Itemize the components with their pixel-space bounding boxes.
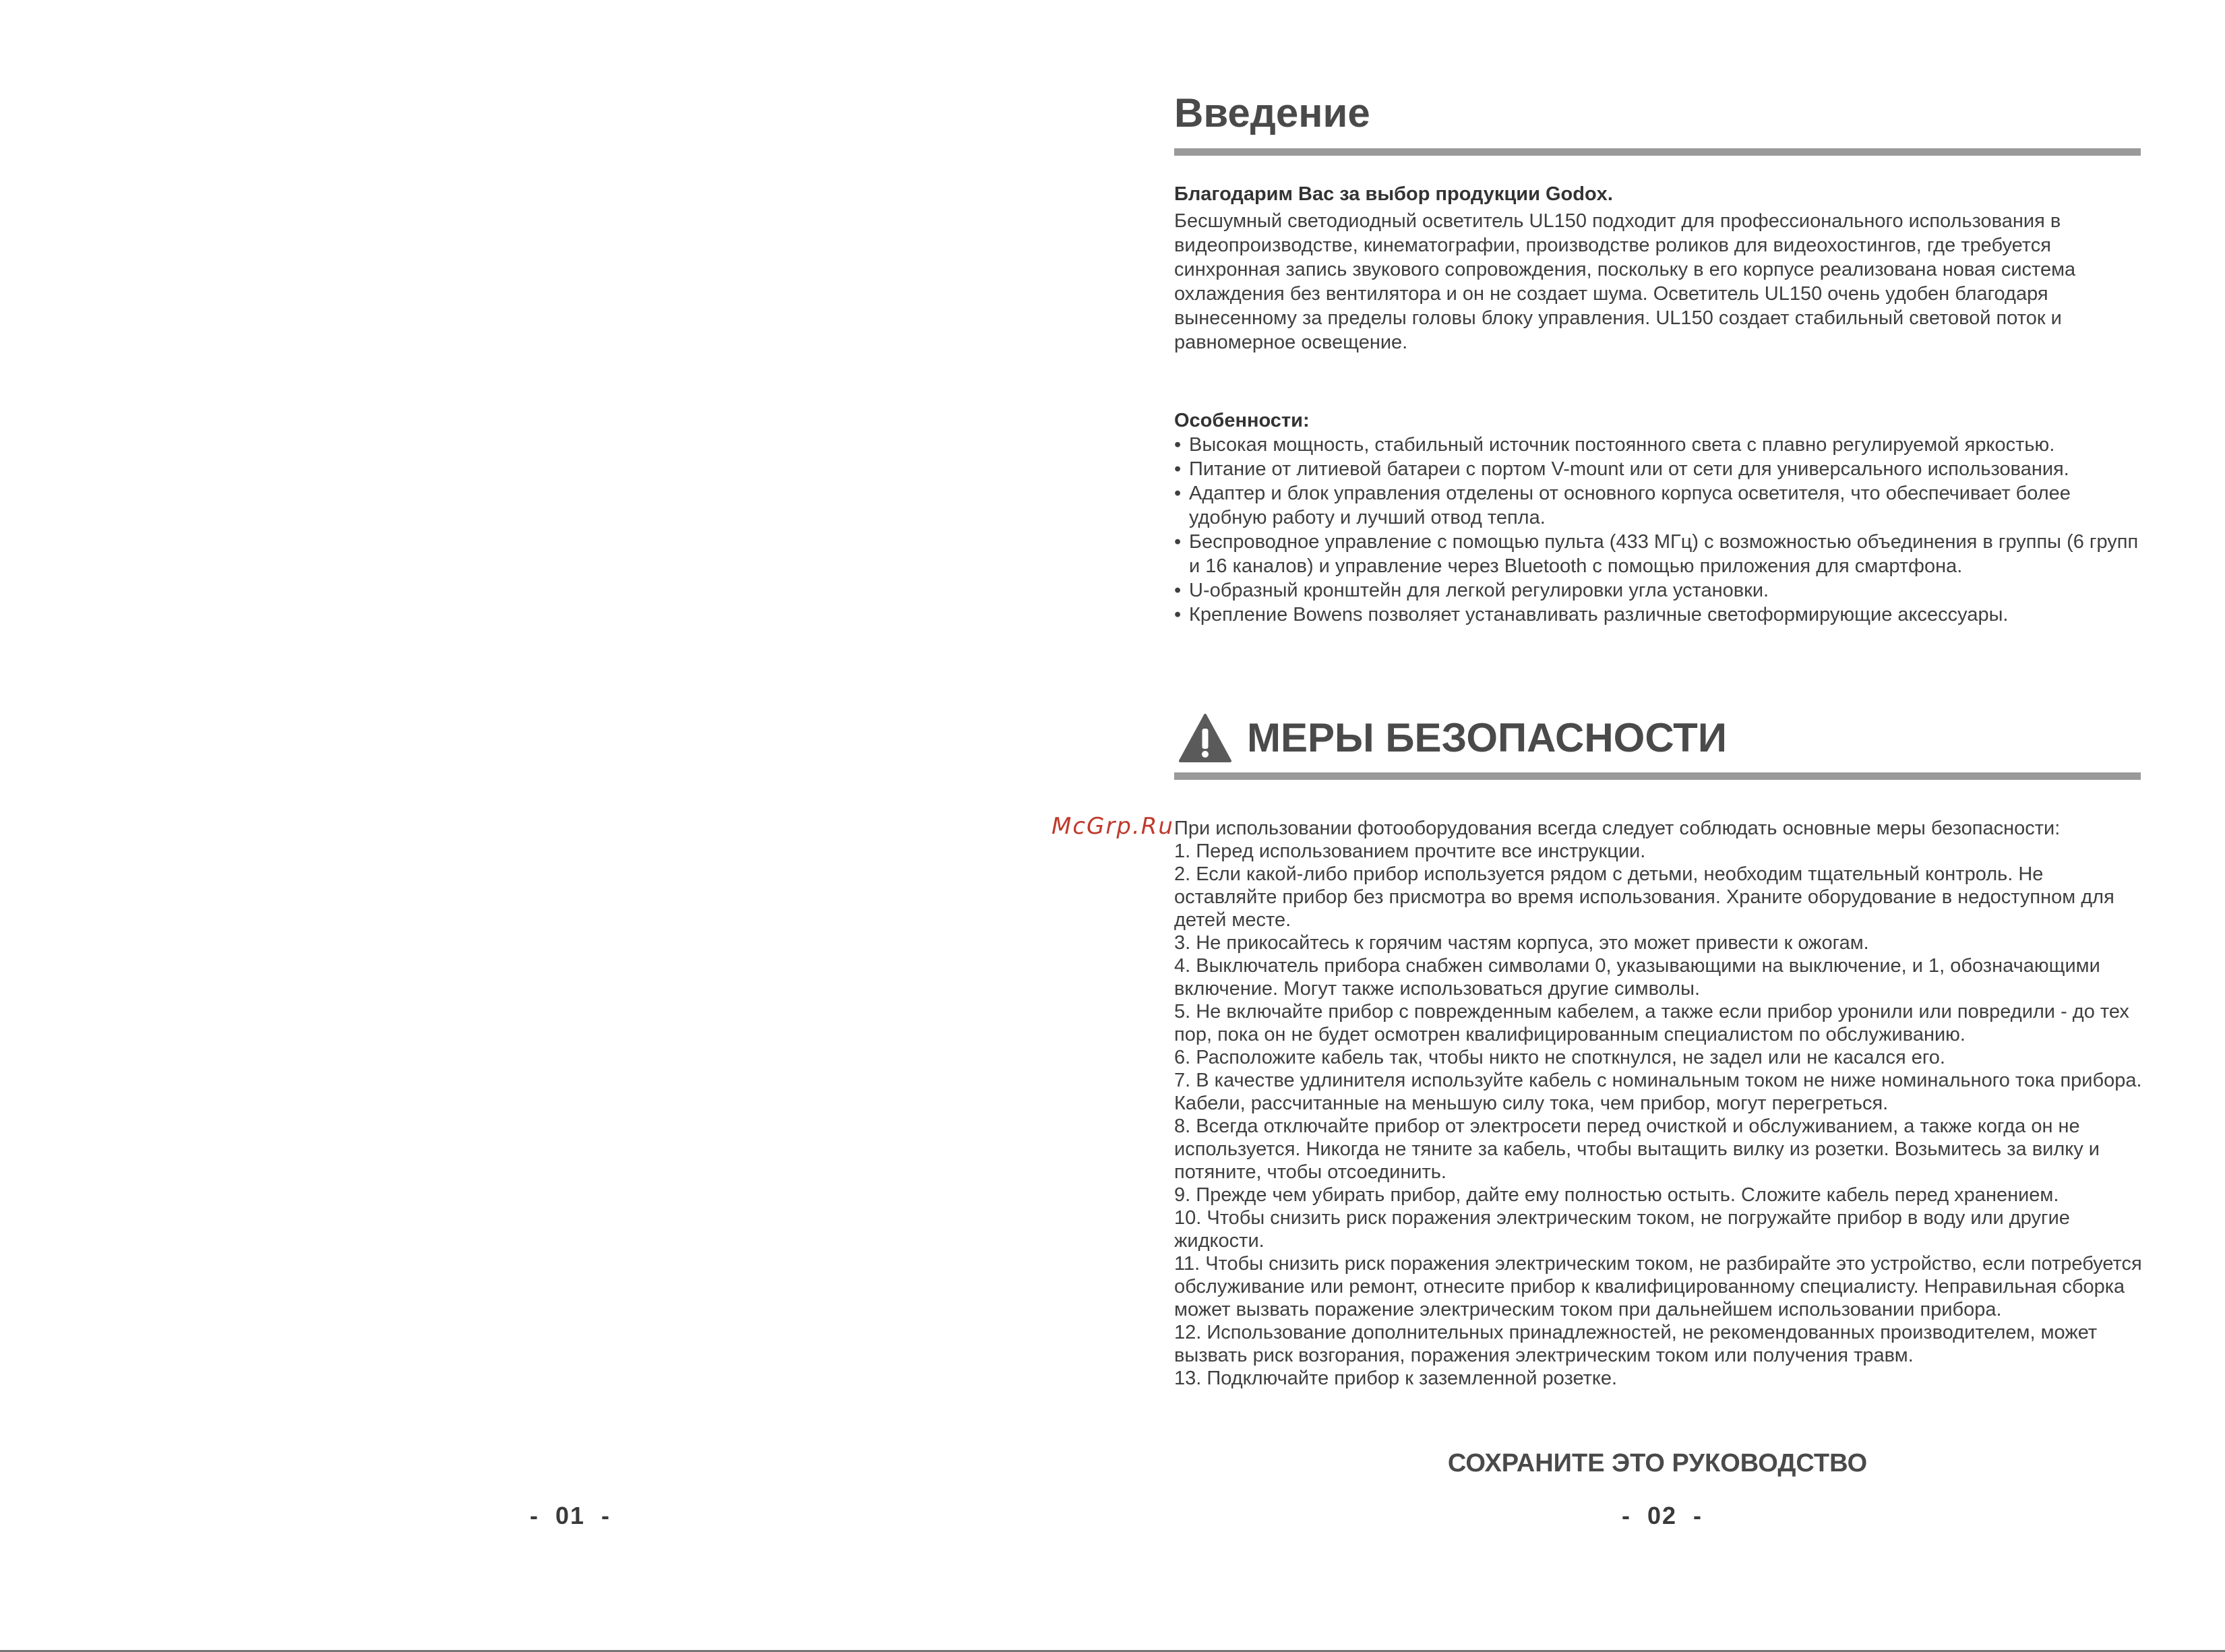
features-list [1174, 433, 2145, 627]
features-title: Особенности: [1174, 410, 1310, 431]
safety-item: 11. Чтобы снизить риск поражения электрическим током, не разбирайте это устройство, если потребуется обслуживание или ремонт, отнесите прибор к квалифицированному специалисту. Неправильная сборка может вызвать поражение электрическим током при дальнейшем использовании прибора. [1174, 1253, 2142, 1320]
safety-item: 12. Использование дополнительных принадлежностей, не рекомендованных производителем, может вызвать риск возгорания, поражения электрическим током или получения травм. [1174, 1322, 2098, 1366]
safety-item: 7. В качестве удлинителя используйте кабель с номинальным током не ниже номинального тока прибора. Кабели, рассчитанные на меньшую силу тока, чем прибор, могут перегреться. [1174, 1070, 2142, 1114]
safety-item: 5. Не включайте прибор с поврежденным кабелем, а также если прибор уронили или повредили - до тех пор, пока он не будет осмотрен квалифицированным специалистом по обслуживанию. [1174, 1001, 2129, 1045]
thanks-line: Благодарим Вас за выбор продукции Godox. [1174, 183, 1613, 205]
page-number-right: - 02 - [1622, 1502, 1703, 1529]
watermark: McGrp.Ru [1051, 813, 1174, 840]
safety-heading [1174, 708, 1727, 768]
warning-triangle-icon [1178, 712, 1232, 764]
safety-intro: При использовании фотооборудования всегда следует соблюдать основные меры безопасности: [1174, 818, 2061, 839]
safety-item: 13. Подключайте прибор к заземленной розетке. [1174, 1368, 1618, 1389]
safety-divider [1174, 772, 2141, 780]
save-manual-notice: СОХРАНИТЕ ЭТО РУКОВОДСТВО [1447, 1449, 1868, 1477]
intro-paragraph: Бесшумный светодиодный осветитель UL150 подходит для профессионального использования в видеопроизводстве, кинематографии, производстве роликов для видеохостингов, где требуется синхронная запись звукового сопровождения, поскольку в его корпусе реализована новая система охлаждения без вентилятора и он не создает шума. Осветитель UL150 очень удобен благодаря вынесенному за пределы головы блоку управления. UL150 создает стабильный световой поток и равномерное освещение. [1174, 210, 2076, 353]
safety-item: 6. Расположите кабель так, чтобы никто не споткнулся, не задел или не касался его. [1174, 1047, 1945, 1068]
page-number-left: - 01 - [530, 1502, 611, 1529]
safety-item: 4. Выключатель прибора снабжен символами 0, указывающими на выключение, и 1, обозначающими включение. Могут также использоваться другие символы. [1174, 955, 2100, 1000]
safety-title: МЕРЫ БЕЗОПАСНОСТИ [1247, 715, 1727, 760]
intro-title: Введение [1174, 90, 1370, 135]
safety-item: 8. Всегда отключайте прибор от электросети перед очисткой и обслуживанием, а также когда он не используется. Никогда не тяните за кабель, чтобы вытащить вилку из розетки. Возьмитесь за вилку и потяните, чтобы отсоединить. [1174, 1115, 2100, 1183]
safety-item: 1. Перед использованием прочтите все инструкции. [1174, 840, 1646, 862]
feature-item: • Высокая мощность, стабильный источник постоянного света с плавно регулируемой яркостью. [1174, 433, 2145, 457]
safety-instructions [1174, 817, 2145, 1390]
feature-item: • Питание от литиевой батареи с портом V-mount или от сети для универсального использования. [1174, 457, 2145, 481]
safety-item: 2. Если какой-либо прибор используется рядом с детьми, необходим тщательный контроль. Не оставляйте прибор без присмотра во время использования. Храните оборудование в недоступном для детей месте. [1174, 863, 2114, 931]
safety-item: 3. Не прикосайтесь к горячим частям корпуса, это может привести к ожогам. [1174, 932, 1869, 954]
safety-item: 10. Чтобы снизить риск поражения электрическим током, не погружайте прибор в воду или другие жидкости. [1174, 1207, 2070, 1252]
feature-item: • Беспроводное управление с помощью пульта (433 МГц) с возможностью объединения в группы (6 групп и 16 каналов) и управление через Bluetooth с помощью приложения для смартфона. [1174, 530, 2145, 578]
feature-item: • Адаптер и блок управления отделены от основного корпуса осветителя, что обеспечивает более удобную работу и лучший отвод тепла. [1174, 481, 2145, 530]
safety-item: 9. Прежде чем убирать прибор, дайте ему полностью остыть. Сложите кабель перед хранением. [1174, 1184, 2059, 1206]
title-divider [1174, 148, 2141, 156]
feature-item: • Крепление Bowens позволяет устанавливать различные светоформирующие аксессуары. [1174, 603, 2145, 627]
feature-item: • U-образный кронштейн для легкой регулировки угла установки. [1174, 578, 2145, 603]
